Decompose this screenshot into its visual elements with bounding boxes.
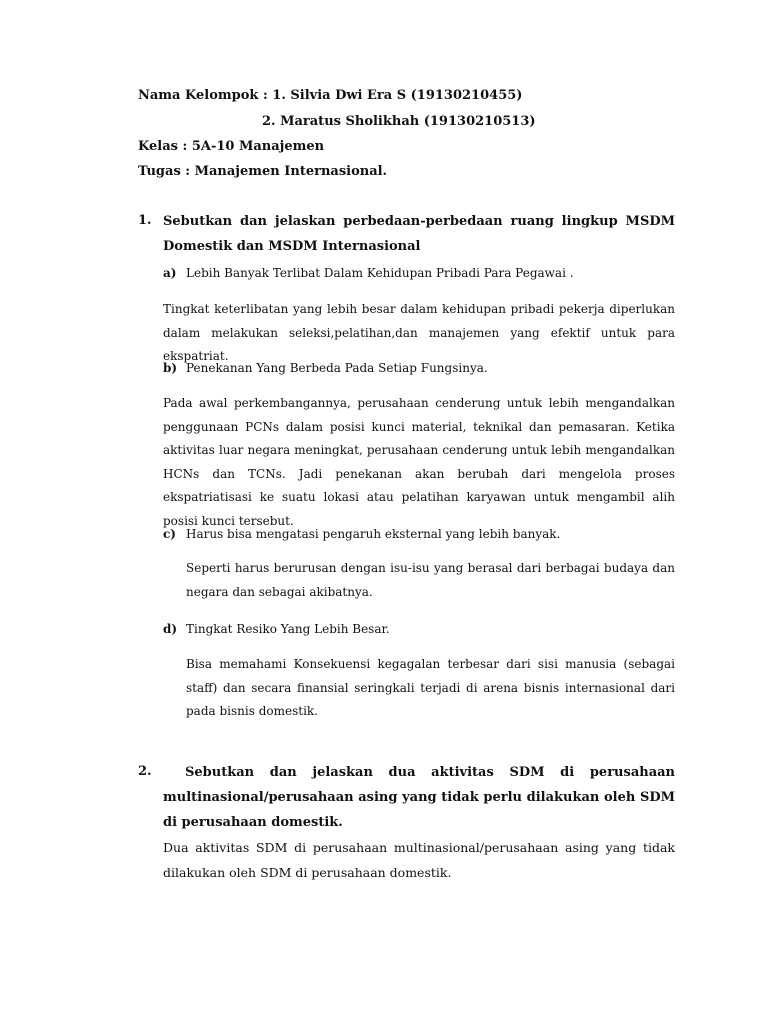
member-2: 2. Maratus Sholikhah (19130210513) bbox=[262, 114, 536, 129]
item-c-body: Seperti harus berurusan dengan isu-isu yang berasal dari berbagai budaya dan negara dan sebagai akibatnya. bbox=[186, 561, 675, 599]
question-1-number: 1. bbox=[138, 213, 152, 228]
question-2-answer: Dua aktivitas SDM di perusahaan multinasional/perusahaan asing yang tidak dilakukan oleh SDM di perusahaan domestik. bbox=[163, 840, 675, 880]
item-b-label: b) bbox=[163, 361, 178, 375]
item-b-heading: Penekanan Yang Berbeda Pada Setiap Fungsinya. bbox=[186, 361, 488, 375]
assignment-line: Tugas : Manajemen Internasional. bbox=[138, 164, 388, 179]
member-1: 1. Silvia Dwi Era S (19130210455) bbox=[272, 88, 523, 103]
item-d-body: Bisa memahami Konsekuensi kegagalan terbesar dari sisi manusia (sebagai staff) dan secara finansial seringkali terjadi di arena bisnis internasional dari pada bisnis domestik. bbox=[186, 657, 675, 718]
item-c-label: c) bbox=[163, 527, 176, 541]
item-c-heading: Harus bisa mengatasi pengaruh eksternal yang lebih banyak. bbox=[186, 527, 561, 541]
class-line: Kelas : 5A-10 Manajemen bbox=[138, 139, 325, 154]
question-2-text: Sebutkan dan jelaskan dua aktivitas SDM di perusahaan multinasional/perusahaan asing yang tidak perlu dilakukan oleh SDM di perusahaan domestik. bbox=[163, 765, 675, 830]
item-d-heading: Tingkat Resiko Yang Lebih Besar. bbox=[186, 622, 390, 636]
item-a-label: a) bbox=[163, 266, 177, 280]
question-1-text: Sebutkan dan jelaskan perbedaan-perbedaan ruang lingkup MSDM Domestik dan MSDM Internasional bbox=[163, 214, 675, 254]
question-2-number: 2. bbox=[138, 764, 152, 779]
item-d-label: d) bbox=[163, 622, 178, 636]
group-label: Nama Kelompok : bbox=[138, 88, 273, 103]
item-a-heading: Lebih Banyak Terlibat Dalam Kehidupan Pribadi Para Pegawai . bbox=[186, 266, 574, 280]
item-a-body: Tingkat keterlibatan yang lebih besar dalam kehidupan pribadi pekerja diperlukan dalam melakukan seleksi,pelatihan,dan manajemen yang efektif untuk para ekspatriat. bbox=[163, 302, 675, 363]
item-b-body: Pada awal perkembangannya, perusahaan cenderung untuk lebih mengandalkan penggunaan PCNs dalam posisi kunci material, teknikal dan pemasaran. Ketika aktivitas luar negara meningkat, perusahaan cenderung untuk lebih mengandalkan HCNs dan TCNs. Jadi penekanan akan berubah dari mengelola proses ekspatriatisasi ke suatu lokasi atau pelatihan karyawan untuk mengambil alih posisi kunci tersebut. bbox=[163, 396, 675, 528]
group-members-line-1 bbox=[138, 88, 522, 103]
